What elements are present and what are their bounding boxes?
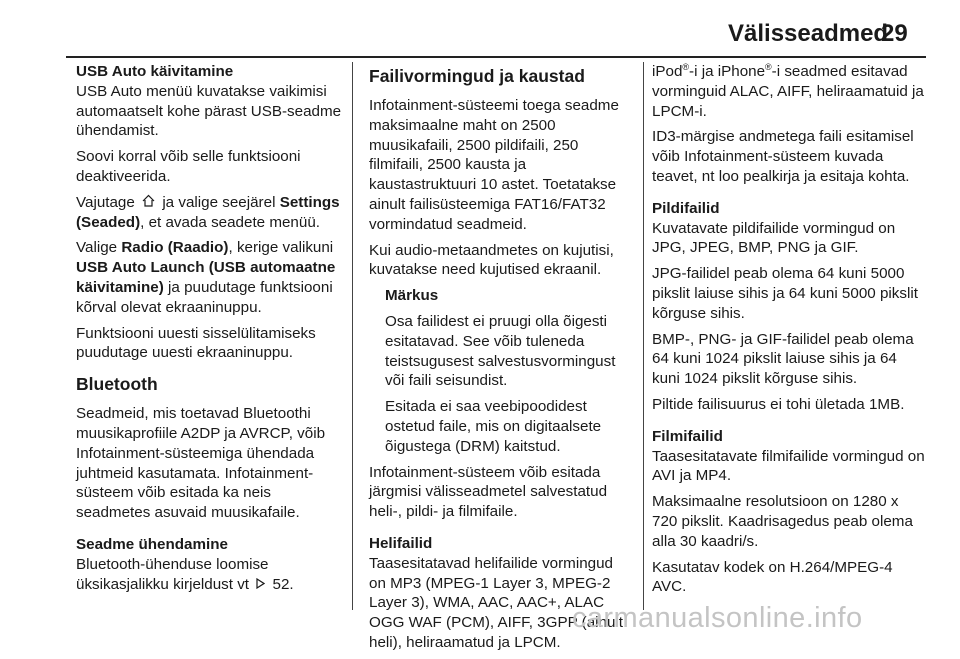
reactivate-paragraph: Funktsiooni uuesti sisselülitamiseks puudutage uuesti ekraaninuppu. <box>76 324 316 362</box>
audio-files-paragraph: Taasesitatavad helifailide vormingud on MP3 (MPEG-1 Layer 3, MPEG-2 Layer 3), WMA, AAC, AAC+, ALAC OGG WAF (PCM), AIFF, 3GPP (ainult heli), heliraamatud ja LPCM. <box>369 554 624 651</box>
device-connect-heading: Seadme ühendamine <box>76 535 228 553</box>
playable-files-paragraph: Infotainment-süsteem võib esitada järgmisi välisseadmetel salvestatud heli-, pildi- ja filmifaile. <box>369 463 608 521</box>
id3-paragraph: ID3-märgise andmetega faili esitamisel võib Infotainment-süsteem kuvada teavet, nt loo pealkirja ja esitaja kohta. <box>652 128 914 185</box>
column-right <box>652 62 926 603</box>
jpg-size-paragraph: JPG-failidel peab olema 64 kuni 5000 pikslit laiuse sihis ja 64 kuni 5000 pikslit kõrguse sihis. <box>652 265 918 322</box>
page-reference[interactable]: 52. <box>272 575 294 593</box>
header-divider <box>66 56 926 58</box>
audio-files-heading: Helifailid <box>369 534 433 552</box>
bluetooth-paragraph: Seadmeid, mis toetavad Bluetoothi muusikaprofiile A2DP ja AVRCP, võib Infotainment-süsteemiga ühendada juhtmeid kasutamata. Infotainment-süsteem võib esitada ka neis seadmetes asuvaid muusikafaile. <box>76 405 326 522</box>
page-header-title: Välisseadmed <box>728 20 889 47</box>
page-reference-arrow-icon <box>256 575 265 595</box>
column-divider-1 <box>352 62 353 610</box>
deactivate-paragraph: Soovi korral võib selle funktsiooni deaktiveerida. <box>76 148 301 185</box>
watermark: carmanualsonline.info <box>572 602 863 634</box>
settings-paragraph: Vajutage ja valige seejärel Settings (Seaded), et avada seadete menüü. <box>76 193 340 231</box>
film-codec-paragraph: Kasutatav kodek on H.264/MPEG-4 AVC. <box>652 558 893 596</box>
bmp-size-paragraph: BMP-, PNG- ja GIF-failidel peab olema 64 kuni 1024 pikslit laiuse sihis ja 64 kuni 1024 pikslit kõrguse sihis. <box>652 330 914 388</box>
ipod-paragraph: iPod®-i ja iPhone®-i seadmed esitavad vorminguid ALAC, AIFF, heliraamatuid ja LPCM-i. <box>652 61 924 120</box>
metadata-paragraph: Kui audio-metaandmetes on kujutisi, kuvatakse need kujutised ekraanil. <box>369 241 614 279</box>
column-left <box>76 62 342 600</box>
note-paragraph-2: Esitada ei saa veebipoodidest ostetud faile, mis on digitaalsete õigustega (DRM) kaitstud. <box>385 398 602 455</box>
usb-auto-paragraph: USB Auto menüü kuvatakse vaikimisi automaatselt kohe pärast USB-seadme ühendamist. <box>76 82 342 140</box>
note-box <box>369 286 634 456</box>
image-filesize-paragraph: Piltide failisuurus ei tohi ületada 1MB. <box>652 395 905 413</box>
film-formats-paragraph: Taasesitatavate filmifailide vormingud on AVI ja MP4. <box>652 447 925 485</box>
film-resolution-paragraph: Maksimaalne resolutsioon on 1280 x 720 pikslit. Kaadrisagedus peab olema alla 30 kaadri/s. <box>652 493 913 550</box>
bluetooth-heading: Bluetooth <box>76 374 158 395</box>
image-formats-paragraph: Kuvatavate pildifailide vormingud on JPG, JPEG, BMP, PNG ja GIF. <box>652 219 896 257</box>
capacity-paragraph: Infotainment-süsteemi toega seadme maksimaalne maht on 2500 muusikafaili, 2500 pildifaili, 250 filmifaili, 2500 kausta ja kaustastruktuuri 10 astet. Toetatakse ainult failisüsteemiga FAT16/FAT32 vormindatud seadmeid. <box>369 97 619 233</box>
column-middle <box>369 62 634 659</box>
note-heading: Märkus <box>385 287 439 305</box>
radio-paragraph: Valige Radio (Raadio), kerige valikuni USB Auto Launch (USB automaatne käivitamine) ja puudutage funktsiooni kõrval olevat ekraaninuppu. <box>76 239 336 316</box>
page-number: 29 <box>881 20 908 47</box>
image-files-heading: Pildifailid <box>652 199 720 217</box>
usb-auto-heading: USB Auto käivitamine <box>76 63 234 80</box>
home-icon <box>142 193 155 213</box>
column-divider-2 <box>643 62 644 610</box>
file-formats-heading: Failivormingud ja kaustad <box>369 66 585 86</box>
note-paragraph-1: Osa failidest ei pruugi olla õigesti esitatavad. See võib tuleneda teistsugusest salvestusvormingust või faili seisundist. <box>385 312 616 390</box>
film-files-heading: Filmifailid <box>652 427 723 445</box>
device-connect-paragraph: Bluetooth-ühenduse loomise üksikasjalikku kirjeldust vt 52. <box>76 555 294 593</box>
